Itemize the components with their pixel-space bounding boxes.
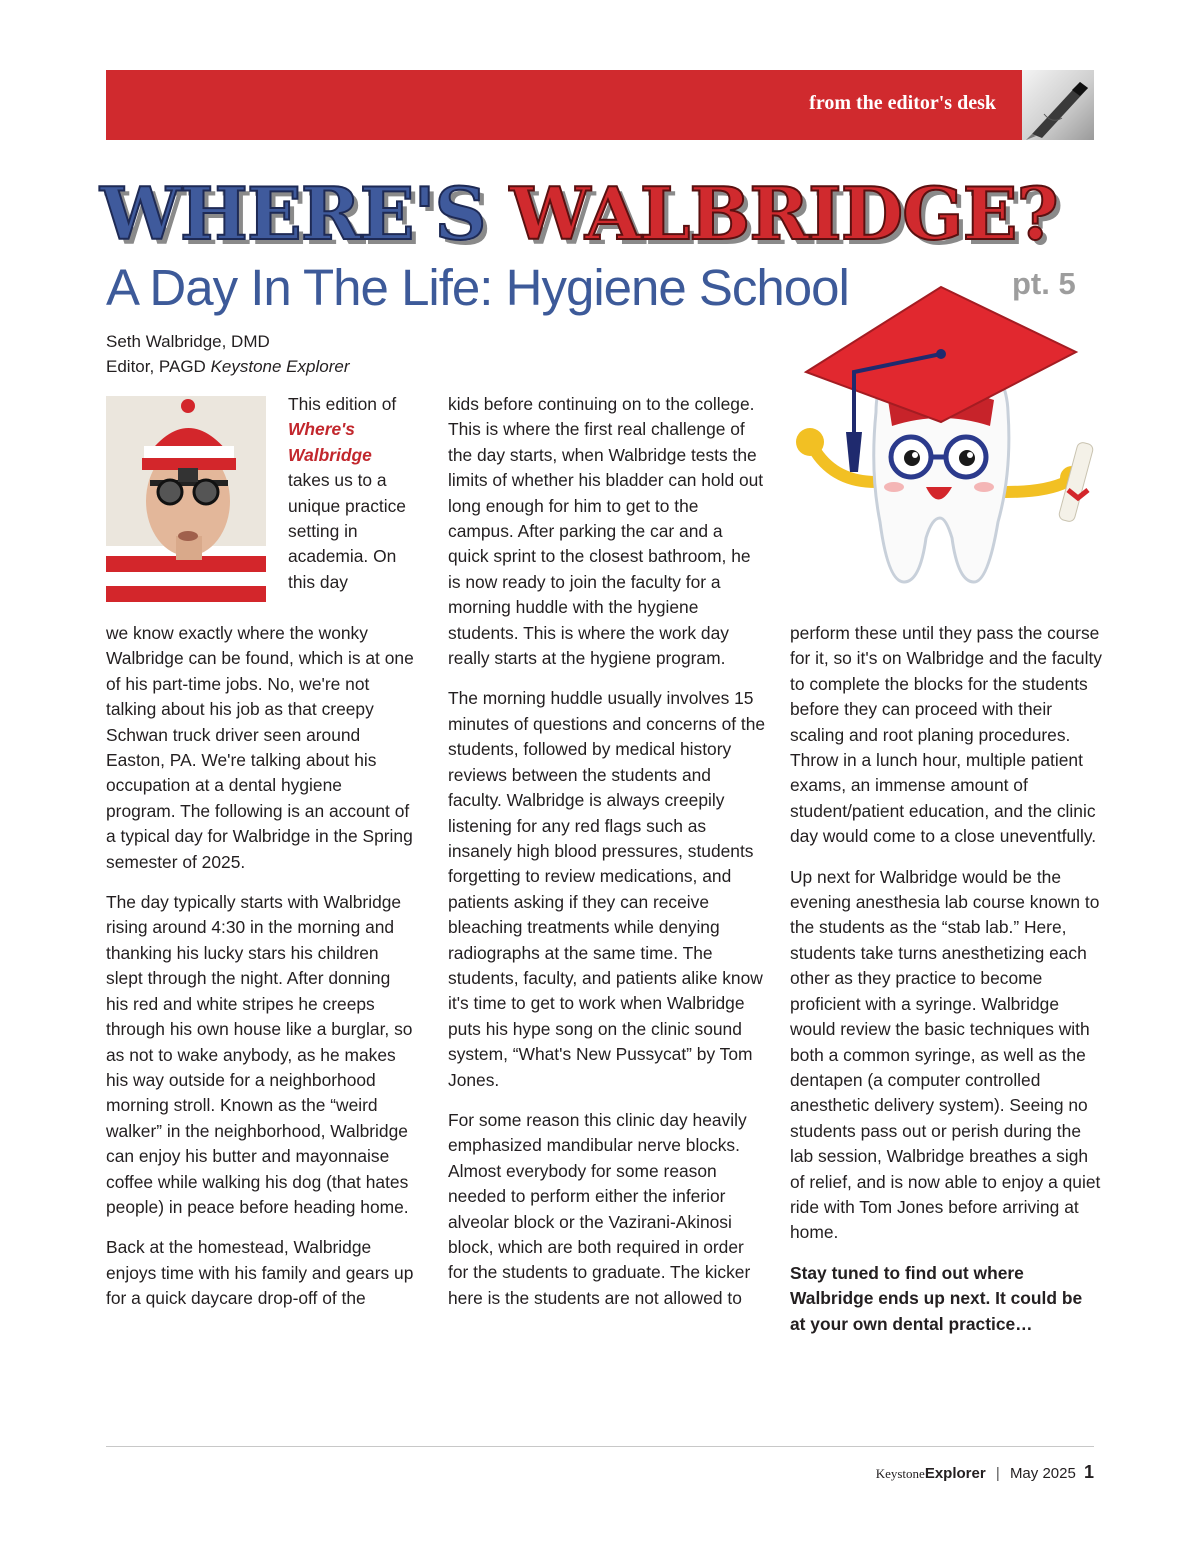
author-name: Seth Walbridge, DMD	[106, 332, 270, 351]
page-footer	[876, 1462, 1094, 1483]
issue-date: May 2025	[1009, 1465, 1076, 1482]
page-number: 1	[1083, 1462, 1094, 1482]
paragraph: perform these until they pass the course for it, so it's on Walbridge and the faculty to complete the blocks for the students before they can proceed with their scaling and root planing procedures. Throw in a lunch hour, multiple patient exams, an immense amount of student/patient education, and the clinic day would come to a close uneventfully.	[790, 623, 1102, 847]
paragraph: For some reason this clinic day heavily emphasized mandibular nerve blocks. Almost everybody for some reason needed to perform either the inferior alveolar block or the Vazirani-Akinosi block, which are both required in order for the students to graduate. The kicker here is the students are not allowed to	[448, 1109, 751, 1308]
section-banner	[106, 70, 1094, 140]
paragraph: we know exactly where the wonky Walbridge can be found, which is at one of his part-time jobs. No, we're not talking about his job as that creepy Schwan truck driver seen around Easton, PA. We're talking about his occupation at a dental hygiene program. The following is an account of a typical day for Walbridge in the Spring semester of 2025.	[106, 623, 414, 872]
paragraph: The morning huddle usually involves 15 minutes of questions and concerns of the students, followed by medical history reviews between the students and faculty. Walbridge is always creepily listening for any red flags such as insanely high blood pressures, students forgetting to review medications, and patients asking if they can receive bleaching treatments while denying radiographs at the same time. The students, faculty, and patients alike know it's time to get to work when Walbridge puts his hype song on the clinic sound system, “What's New Pussycat” by Tom Jones.	[448, 688, 766, 1090]
part-number: pt. 5	[1012, 266, 1076, 301]
paragraph: Back at the homestead, Walbridge enjoys time with his family and gears up for a quick daycare drop-off of the	[106, 1237, 414, 1309]
paragraph: Up next for Walbridge would be the evening anesthesia lab course known to the students as the “stab lab.” Here, students take turns anesthetizing each other as they practice to become proficient with a syringe. Walbridge would review the basic techniques with both a common syringe, as well as the dentapen (a computer controlled anesthetic delivery system). Seeing no students pass out or perish during the lab session, Walbridge breathes a sigh of relief, and is now able to enjoy a quiet ride with Tom Jones before arriving at home.	[790, 866, 1101, 1243]
teaser-paragraph: Stay tuned to find out where Walbridge ends up next. It could be at your own dental practice…	[790, 1262, 1083, 1334]
intro-text: This edition of Where's Walbridge takes us to a unique practice setting in academia. On this day	[288, 394, 406, 592]
column-3	[790, 621, 1102, 1352]
author-photo	[106, 396, 266, 608]
graduate-tooth-mascot	[776, 282, 1106, 602]
publication-brand-2: Explorer	[924, 1465, 986, 1482]
fountain-pen-icon	[1022, 70, 1094, 140]
footer-separator: |	[995, 1465, 1000, 1482]
footer-divider	[106, 1446, 1094, 1447]
headline	[100, 166, 1100, 262]
publication-name: Keystone Explorer	[210, 357, 350, 376]
series-name: Where's Walbridge	[288, 419, 372, 465]
column-1	[106, 621, 416, 1327]
paragraph: The day typically starts with Walbridge rising around 4:30 in the morning and thanking his lucky stars his children slept through the night. After donning his red and white stripes he creeps through his own house like a burglar, so as not to wake anybody, as he makes his way outside for a neighborhood morning stroll. Known as the “weird walker” in the neighborhood, Walbridge can enjoy his butter and mayonnaise coffee while walking his dog (that hates people) in peace before heading home.	[106, 892, 413, 1217]
paragraph: kids before continuing on to the college. This is where the first real challenge of the day starts, when Walbridge tests the limits of whether his bladder can hold out long enough for him to get to the campus. After parking the car and a quick sprint to the closest bathroom, he is now ready to join the faculty for a morning huddle with the hygiene students. This is where the work day really starts at the hygiene program.	[448, 394, 764, 669]
subtitle: A Day In The Life: Hygiene School	[106, 259, 849, 316]
banner-label: from the editor's desk	[809, 92, 996, 114]
author-role: Editor, PAGD Keystone Explorer	[106, 357, 350, 376]
publication-brand-1: Keystone	[875, 1466, 925, 1481]
column-2	[448, 392, 766, 1326]
headline-part-2: WALBRIDGE?	[509, 171, 1058, 256]
byline	[106, 329, 349, 379]
headline-part-1: WHERE'S	[100, 171, 486, 256]
